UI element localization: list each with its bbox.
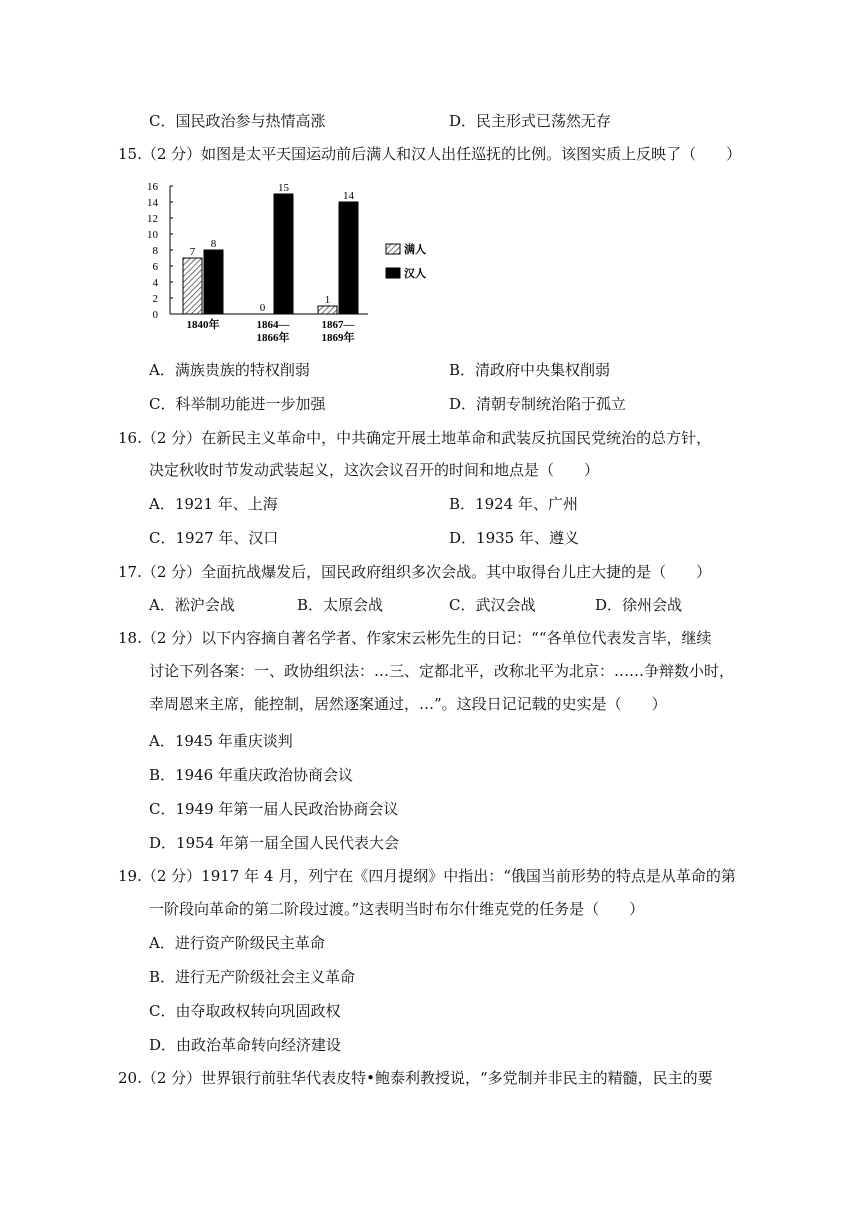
x-category-label: 1867—	[321, 319, 355, 331]
x-category-label: 1864—	[256, 319, 290, 331]
y-tick-label: 4	[152, 277, 158, 289]
y-tick-label: 10	[147, 229, 158, 241]
q17-option-a: A．淞沪会战	[149, 596, 235, 614]
q15-option-c: C．科举制功能进一步加强	[149, 395, 326, 413]
q15-option-b: B．清政府中央集权削弱	[449, 361, 611, 379]
bar-value-label: 14	[343, 190, 354, 202]
q19-option-a: A．进行资产阶级民主革命	[149, 934, 325, 952]
legend-swatch	[386, 244, 400, 254]
q17-option-b: B．太原会战	[297, 596, 384, 614]
q18-option-b: B．1946 年重庆政治协商会议	[149, 766, 353, 784]
q18-option-d: D．1954 年第一届全国人民代表大会	[149, 834, 399, 852]
q15-stem: 15.（2 分）如图是太平天国运动前后满人和汉人出任巡抚的比例。该图实质上反映了（ ）	[118, 145, 742, 163]
bar-manchu-2	[318, 306, 337, 314]
y-tick-label: 2	[152, 293, 158, 305]
q19-option-d: D．由政治革命转向经济建设	[149, 1036, 342, 1054]
q19-option-c: C．由夺取政权转向巩固政权	[149, 1002, 341, 1020]
q17-option-c: C．武汉会战	[449, 596, 536, 614]
q18-stem-line1: 18.（2 分）以下内容摘自著名学者、作家宋云彬先生的日记：““各单位代表发言毕，继续	[118, 629, 712, 647]
q15-bar-chart	[140, 178, 440, 348]
y-tick-label: 16	[147, 181, 158, 193]
q18-stem-line3: 幸周恩来主席，能控制，居然逐案通过，…”。这段日记记载的史实是（ ）	[149, 695, 667, 713]
y-tick-label: 0	[152, 309, 158, 321]
q18-option-a: A．1945 年重庆谈判	[149, 732, 293, 750]
q16-option-d: D．1935 年、遵义	[449, 529, 579, 547]
q17-stem: 17.（2 分）全面抗战爆发后，国民政府组织多次会战。其中取得台儿庄大捷的是（ ）	[118, 563, 712, 581]
bar-manchu-0	[183, 258, 202, 314]
bar-value-label: 1	[324, 294, 331, 306]
q16-option-c: C．1927 年、汉口	[149, 529, 279, 547]
legend-label: 汉人	[404, 268, 426, 280]
y-tick-label: 8	[152, 245, 158, 257]
bar-value-label: 7	[189, 246, 196, 258]
q20-stem-line1: 20.（2 分）世界银行前驻华代表皮特•鲍泰利教授说，“多党制并非民主的精髓，民主的要	[118, 1069, 713, 1087]
q19-stem-line1: 19.（2 分）1917 年 4 月，列宁在《四月提纲》中指出：“俄国当前形势的特点是从革命的第	[118, 867, 736, 885]
q19-stem-line2: 一阶段向革命的第二阶段过渡。”这表明当时布尔什维克党的任务是（ ）	[149, 900, 645, 918]
bar-han-2	[339, 202, 358, 314]
y-tick-label: 14	[147, 197, 158, 209]
q18-stem-line2: 讨论下列各案：一、政协组织法：…三、定都北平，改称北平为北京：……争辩数小时，	[149, 662, 735, 680]
q17-option-d: D．徐州会战	[595, 596, 683, 614]
q14-option-d: D．民主形式已荡然无存	[449, 112, 612, 130]
q16-option-a: A．1921 年、上海	[149, 495, 278, 513]
legend-swatch	[386, 268, 400, 278]
bar-han-0	[204, 250, 223, 314]
x-category-label: 1866年	[256, 332, 290, 344]
q18-option-c: C．1949 年第一届人民政治协商会议	[149, 800, 399, 818]
x-category-label: 1869年	[321, 332, 355, 344]
q19-option-b: B．进行无产阶级社会主义革命	[149, 968, 356, 986]
q14-option-c: C．国民政治参与热情高涨	[149, 112, 326, 130]
y-tick-label: 6	[152, 261, 158, 273]
q15-option-a: A．满族贵族的特权削弱	[149, 361, 310, 379]
x-category-label: 1840年	[186, 319, 220, 331]
bar-value-label: 0	[259, 302, 266, 314]
bar-value-label: 8	[210, 238, 217, 250]
bar-han-1	[274, 194, 293, 314]
q15-option-d: D．清朝专制统治陷于孤立	[449, 395, 627, 413]
legend-label: 满人	[404, 244, 426, 256]
q16-stem-line2: 决定秋收时节发动武装起义，这次会议召开的时间和地点是（ ）	[149, 461, 600, 479]
q16-stem-line1: 16.（2 分）在新民主义革命中，中共确定开展土地革命和武装反抗国民党统治的总方针，	[118, 429, 712, 447]
y-tick-label: 12	[147, 213, 158, 225]
bar-value-label: 15	[278, 182, 289, 194]
q16-option-b: B．1924 年、广州	[449, 495, 578, 513]
